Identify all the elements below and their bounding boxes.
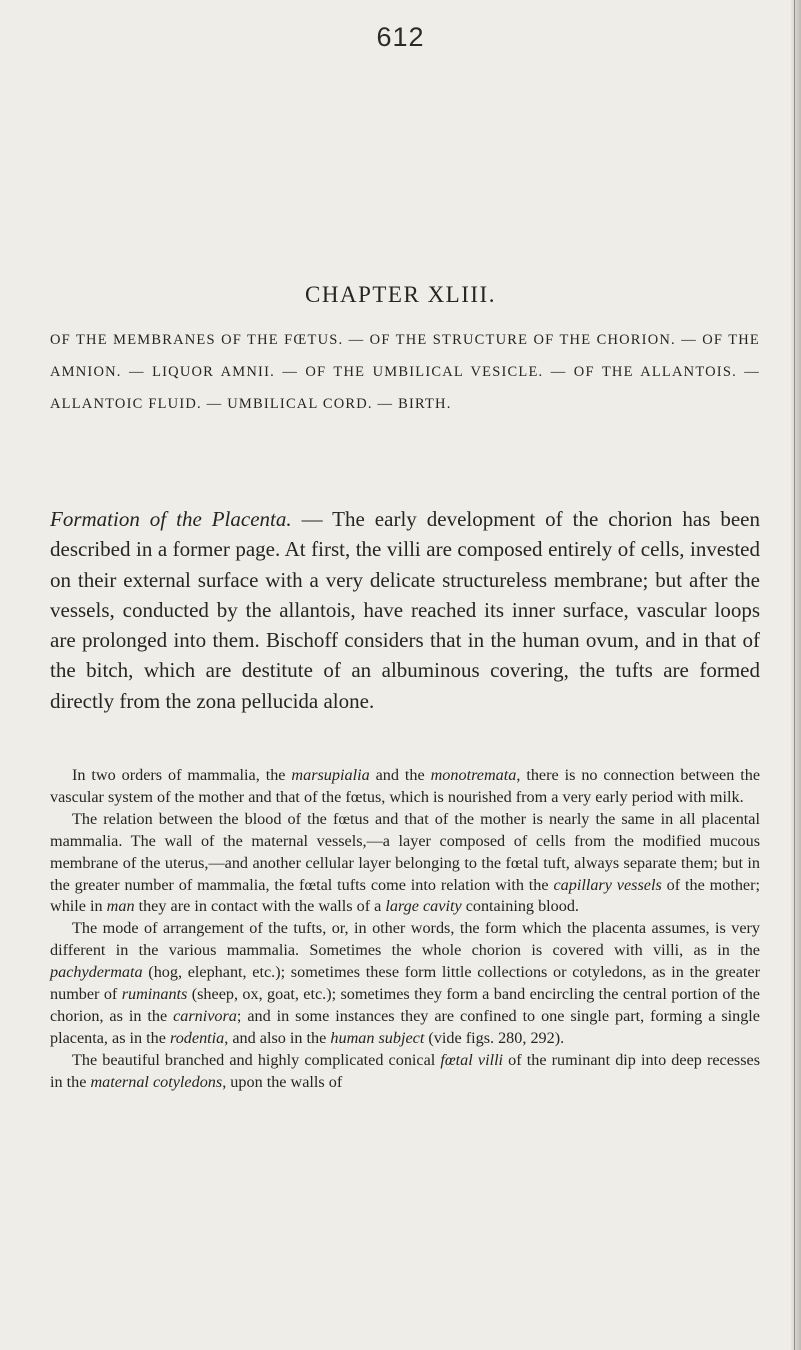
text-run: and the [369,766,431,784]
main-paragraph-text: — The early development of the chorion has been described in a former page. At first, the villi are composed entirely of cells, invested on their external surface with a very delicate structureless membrane; but after the vessels, conducted by the allantois, have reached its inner surface, vascular loops are prolonged into them. Bischoff considers that in the human ovum, and in that of the bitch, which are destitute of an albuminous covering, the tufts are formed directly from the zona pellucida alone. [50,507,760,713]
text-run: they are in contact with the walls of a [134,897,386,916]
text-run: (sheep, ox, goat, etc.); sometimes they form a band encircling the central portion of the chorion, as in the [50,985,760,1025]
text-run: containing blood. [461,897,579,916]
chapter-synopsis [50,324,760,420]
text-run: (hog, elephant, etc.); sometimes these form little collections or cotyledons, as in the greater number of [50,963,760,1004]
italic-term: capillary vessels [553,875,662,894]
text-run: , upon the walls of [222,1072,343,1091]
page-edge-line [794,0,795,1350]
text-run: The beautiful branched and highly complicated conical [72,1050,441,1069]
italic-term: ruminants [121,985,188,1004]
paragraph-ruminant-villi [50,1050,760,1094]
italic-term: marsupialia [291,766,370,784]
italic-term: large cavity [385,897,462,916]
paragraph-mammalia-orders [50,765,760,809]
text-run: , there is no connection between the vascular system of the mother and that of the fœtus, which is nourished from a very early period with milk. [50,766,760,806]
page-number: 612 [376,22,425,52]
paragraph-tuft-arrangement [50,918,760,1049]
chapter-title: CHAPTER XLIII. [305,282,496,307]
small-print-block [50,765,760,1094]
text-run: of the mother; while in [50,875,760,916]
text-run: (vide figs. 280, 292). [424,1028,565,1047]
italic-term: pachydermata [50,963,143,982]
page-edge-shadow [791,0,801,1350]
text-run: The mode of arrangement of the tufts, or, in other words, the form which the placenta assumes, is very different in the various mammalia. Sometimes the whole chorion is covered with villi, as in the [50,919,760,960]
section-heading: Formation of the Placenta. [50,507,292,531]
italic-term: rodentia [170,1028,225,1047]
italic-term: human subject [330,1028,425,1047]
italic-term: maternal cotyledons [90,1072,223,1091]
italic-term: monotremata [430,766,517,784]
italic-term: fœtal villi [440,1050,504,1069]
text-run: In two orders of mammalia, the [72,766,292,784]
paragraph-blood-relation [50,809,760,919]
text-run: The relation between the blood of the fœtus and that of the mother is nearly the same in all placental mammalia. The wall of the maternal vessels,—a layer composed of cells from the modified mucous membrane of the uterus,—and another cellular layer belonging to the fœtal tuft, always separate them; but in the greater number of mammalia, the fœtal tufts come into relation with the [50,809,760,894]
italic-term: carnivora [173,1006,237,1025]
italic-term: man [106,897,135,916]
text-run: ; and in some instances they are confined to one single part, forming a single placenta, as in the [50,1006,760,1047]
text-run: of the ruminant dip into deep recesses in the [50,1050,760,1091]
text-run: , and also in the [224,1028,331,1047]
synopsis-text: OF THE MEMBRANES OF THE FŒTUS. — OF THE STRUCTURE OF THE CHORION. — OF THE AMNION. — LIQUOR AMNII. — OF THE UMBILICAL VESICLE. — OF THE ALLANTOIS. — ALLANTOIC FLUID. — UMBILICAL CORD. — BIRTH. [50,332,760,412]
main-paragraph [50,504,760,716]
